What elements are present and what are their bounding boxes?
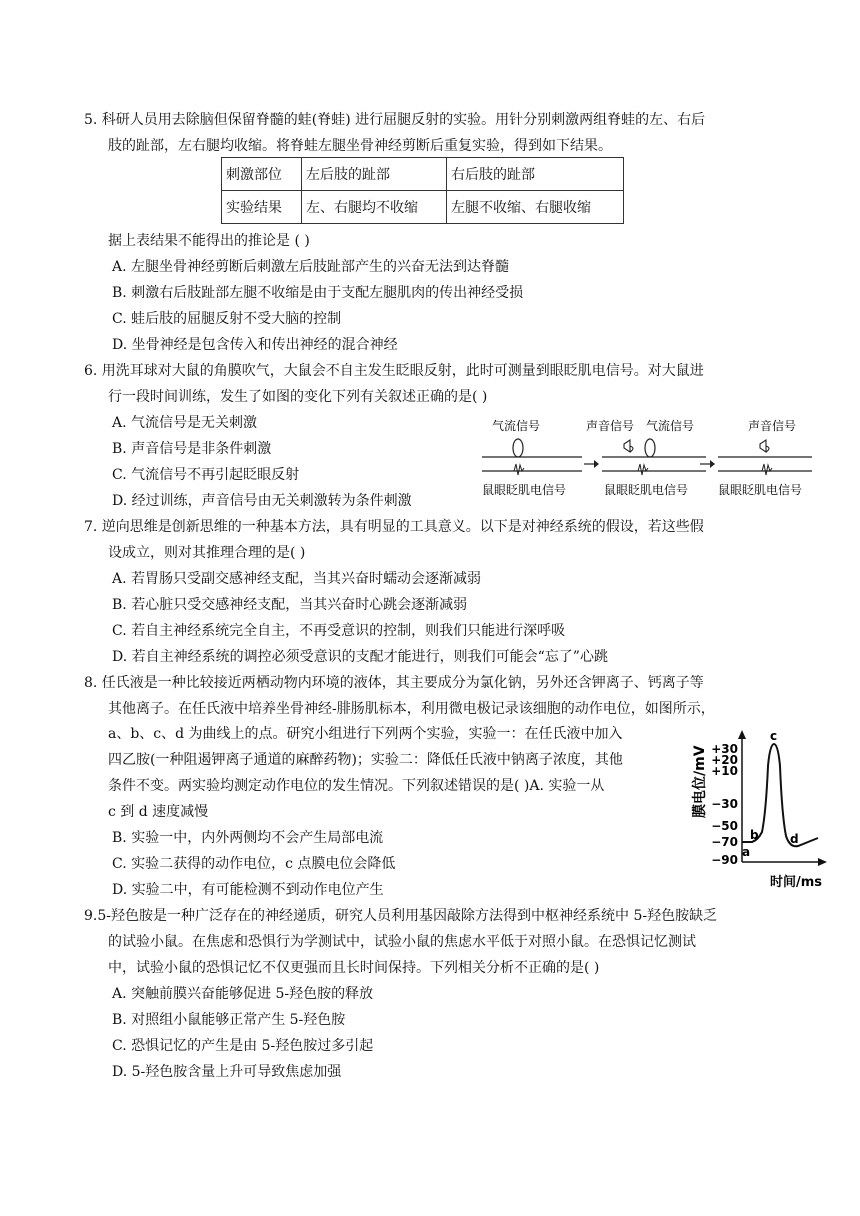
q8-action-potential-graph <box>694 726 836 892</box>
point-label-c: c <box>770 729 778 743</box>
table-row <box>222 191 624 224</box>
q9-line2: 的试验小鼠。在焦虑和恐惧行为学测试中，试验小鼠的焦虑水平低于对照小鼠。在恐惧记忆测试 <box>108 934 696 950</box>
q6-line1: 6. 用洗耳球对大鼠的角膜吹气，大鼠会不自主发生眨眼反射，此时可测量到眼眨肌电信号。对大鼠进 <box>84 363 704 379</box>
q9-option-d: D. 5-羟色胺含量上升可导致焦虑加强 <box>112 1064 342 1080</box>
arrow-head-icon <box>594 460 599 468</box>
tick-label: +20 <box>711 753 738 767</box>
x-axis-arrow-icon <box>818 858 827 866</box>
q5-result-table <box>221 157 624 224</box>
q6-option-d: D. 经过训练，声音信号由无关刺激转为条件刺激 <box>112 493 412 509</box>
table-cell: 右后肢的趾部 <box>447 158 624 191</box>
graph-xlabel: 时间/ms <box>770 875 823 890</box>
graph-ylabel: 膜电位/mV <box>692 745 708 818</box>
panel1-bottom-label: 鼠眼眨肌电信号 <box>482 483 567 497</box>
panel3-top-label: 声音信号 <box>748 419 797 433</box>
table-cell: 左、右腿均不收缩 <box>302 191 447 224</box>
q8-line2: 其他离子。在任氏液中培养坐骨神经-腓肠肌标本，利用微电极记录该细胞的动作电位，如图所示， <box>108 701 715 717</box>
tick-label: −70 <box>711 835 738 849</box>
arrow-head-icon <box>710 460 715 468</box>
q9-option-b: B. 对照组小鼠能够正常产生 5-羟色胺 <box>112 1012 346 1028</box>
table-cell: 左腿不收缩、右腿收缩 <box>447 191 624 224</box>
table-cell: 实验结果 <box>222 191 302 224</box>
q7-option-c: C. 若自主神经系统完全自主，不再受意识的控制，则我们只能进行深呼吸 <box>112 623 566 639</box>
q7-line1: 7. 逆向思维是创新思维的一种基本方法，具有明显的工具意义。以下是对神经系统的假设，若这些假 <box>84 519 704 535</box>
q5-option-a: A. 左腿坐骨神经剪断后刺激左后肢趾部产生的兴奋无法到达脊髓 <box>112 259 510 275</box>
q7-line2: 设成立，则对其推理合理的是( ) <box>108 545 306 561</box>
q8-line5: 条件不变。两实验均测定动作电位的发生情况。下列叙述错误的是( )A. 实验一从 <box>108 778 605 794</box>
airflow-puff-icon <box>513 439 523 457</box>
point-label-a: a <box>742 845 751 859</box>
table-cell: 左后肢的趾部 <box>302 158 447 191</box>
tick-label: −50 <box>711 819 738 833</box>
q7-option-b: B. 若心脏只受交感神经支配，当其兴奋时心跳会逐渐减弱 <box>112 597 468 613</box>
panel3-bottom-label: 鼠眼眨肌电信号 <box>718 483 803 497</box>
panel2-bottom-label: 鼠眼眨肌电信号 <box>604 483 689 497</box>
q5-stem: 据上表结果不能得出的推论是 ( ) <box>108 233 310 249</box>
q8-line4: 四乙胺(一种阻遏钾离子通道的麻醉药物)；实验二：降低任氏液中钠离子浓度，其他 <box>108 752 623 768</box>
q6-conditioning-figure <box>478 416 818 502</box>
tick-label: −90 <box>711 853 738 867</box>
q5-option-b: B. 刺激右后肢趾部左腿不收缩是由于支配左腿肌肉的传出神经受损 <box>112 285 524 301</box>
q5-line1: 5. 科研人员用去除脑但保留脊髓的蛙(脊蛙) 进行屈腿反射的实验。用针分别刺激两组脊蛙的左、右后 <box>84 112 706 128</box>
tick-label: +10 <box>711 764 738 778</box>
q6-option-b: B. 声音信号是非条件刺激 <box>112 441 272 457</box>
q8-option-d: D. 实验二中，有可能检测不到动作电位产生 <box>112 882 384 898</box>
q8-line6: c 到 d 速度减慢 <box>108 804 209 820</box>
emg-spike-icon <box>762 464 772 475</box>
y-axis-arrow-icon <box>738 730 746 739</box>
sound-speaker-icon <box>760 440 769 452</box>
q8-option-c: C. 实验二获得的动作电位，c 点膜电位会降低 <box>112 856 396 872</box>
panel2-top-label-b: 气流信号 <box>646 419 695 433</box>
table-cell: 刺激部位 <box>222 158 302 191</box>
q7-option-d: D. 若自主神经系统的调控必须受意识的支配才能进行，则我们可能会“忘了”心跳 <box>112 649 608 665</box>
q7-option-a: A. 若胃肠只受副交感神经支配，当其兴奋时蠕动会逐渐减弱 <box>112 571 482 587</box>
q8-line1: 8. 任氏液是一种比较接近两栖动物内环境的液体，其主要成分为氯化钠，另外还含钾离子、钙离子等 <box>84 675 704 691</box>
emg-spike-icon <box>638 464 648 475</box>
q6-line2: 行一段时间训练，发生了如图的变化下列有关叙述正确的是( ) <box>108 389 488 405</box>
q5-line2: 肢的趾部，左右腿均收缩。将脊蛙左腿坐骨神经剪断后重复实验，得到如下结果。 <box>108 138 612 154</box>
table-row <box>222 158 624 191</box>
tick-label: −30 <box>711 797 738 811</box>
emg-spike-icon <box>514 464 524 475</box>
q6-option-c: C. 气流信号不再引起眨眼反射 <box>112 467 300 483</box>
panel1-top-label: 气流信号 <box>492 419 541 433</box>
sound-speaker-icon <box>624 440 633 452</box>
q6-option-a: A. 气流信号是无关刺激 <box>112 415 258 431</box>
q9-option-a: A. 突触前膜兴奋能够促进 5-羟色胺的释放 <box>112 986 374 1002</box>
q8-line3: a、b、c、d 为曲线上的点。研究小组进行下列两个实验，实验一：在任氏液中加入 <box>108 726 623 742</box>
q9-line1: 9.5-羟色胺是一种广泛存在的神经递质，研究人员利用基因敲除方法得到中枢神经系统中 5-羟色胺缺乏 <box>84 908 718 924</box>
point-label-d: d <box>790 832 799 846</box>
q5-option-c: C. 蛙后肢的屈腿反射不受大脑的控制 <box>112 311 342 327</box>
airflow-puff-icon <box>645 439 655 457</box>
q5-option-d: D. 坐骨神经是包含传入和传出神经的混合神经 <box>112 337 398 353</box>
panel2-top-label-a: 声音信号 <box>586 419 635 433</box>
tick-label: +30 <box>711 742 738 756</box>
q8-option-b: B. 实验一中，内外两侧均不会产生局部电流 <box>112 830 384 846</box>
point-label-b: b <box>750 828 759 842</box>
q9-option-c: C. 恐惧记忆的产生是由 5-羟色胺过多引起 <box>112 1038 374 1054</box>
q9-line3: 中，试验小鼠的恐惧记忆不仅更强而且长时间保持。下列相关分析不正确的是( ) <box>108 960 600 976</box>
